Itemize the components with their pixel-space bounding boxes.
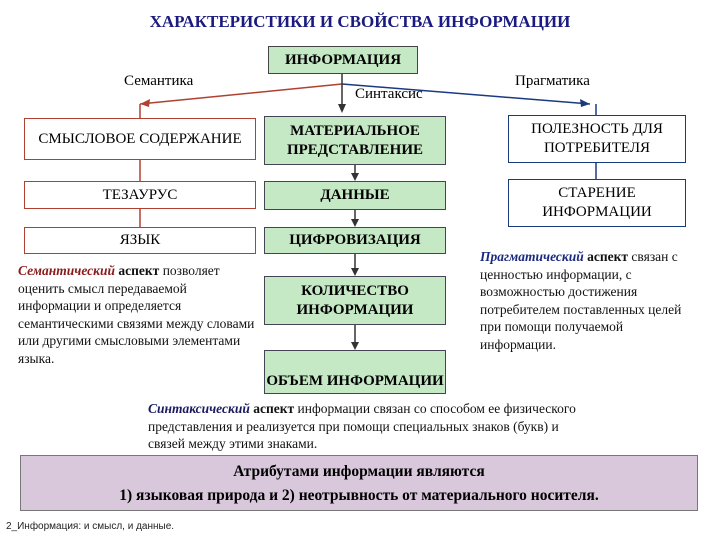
syntax-box-quantity: КОЛИЧЕСТВО ИНФОРМАЦИИ (264, 276, 446, 325)
attributes-line-2: 1) языковая природа и 2) неотрывность от материального носителя. (119, 487, 599, 504)
syntax-box-data: ДАННЫЕ (264, 181, 446, 210)
semantic-box-meaning: СМЫСЛОВОЕ СОДЕРЖАНИЕ (24, 118, 256, 160)
category-pragmatics: Прагматика (515, 73, 590, 89)
pragmatic-box-usefulness: ПОЛЕЗНОСТЬ ДЛЯ ПОТРЕБИТЕЛЯ (508, 115, 686, 163)
slide-caption: 2_Информация: и смысл, и данные. (6, 521, 175, 532)
semantic-description: Семантический аспект позволяет оценить смысл передаваемой информации и определяется семантическими связями между словами или другими смысловыми элементами языка. (18, 263, 255, 366)
attributes-banner (20, 455, 698, 511)
syntax-description: Синтаксический аспект информации связан со способом ее физического представления и реализуется при помощи специальных знаков (букв) и связей между этими знаками. (148, 401, 576, 451)
category-syntax: Синтаксис (355, 86, 423, 102)
root-node-information: ИНФОРМАЦИЯ (268, 46, 418, 74)
syntax-box-volume: ОБЪЕМ ИНФОРМАЦИИ (264, 350, 446, 394)
attributes-line-1: Атрибутами информации являются (233, 463, 485, 480)
semantic-box-thesaurus: ТЕЗАУРУС (24, 181, 256, 209)
syntax-box-material: МАТЕРИАЛЬНОЕ ПРЕДСТАВЛЕНИЕ (264, 116, 446, 165)
pragmatic-description: Прагматический аспект связан с ценностью информации, с возможностью достижения потребителем поставленных целей при помощи получаемой информации. (480, 249, 682, 352)
page-title: ХАРАКТЕРИСТИКИ И СВОЙСТВА ИНФОРМАЦИИ (149, 12, 571, 31)
semantic-box-language: ЯЗЫК (24, 227, 256, 254)
category-semantics: Семантика (124, 73, 194, 89)
pragmatic-box-aging: СТАРЕНИЕ ИНФОРМАЦИИ (508, 179, 686, 227)
syntax-box-digitization: ЦИФРОВИЗАЦИЯ (264, 227, 446, 254)
